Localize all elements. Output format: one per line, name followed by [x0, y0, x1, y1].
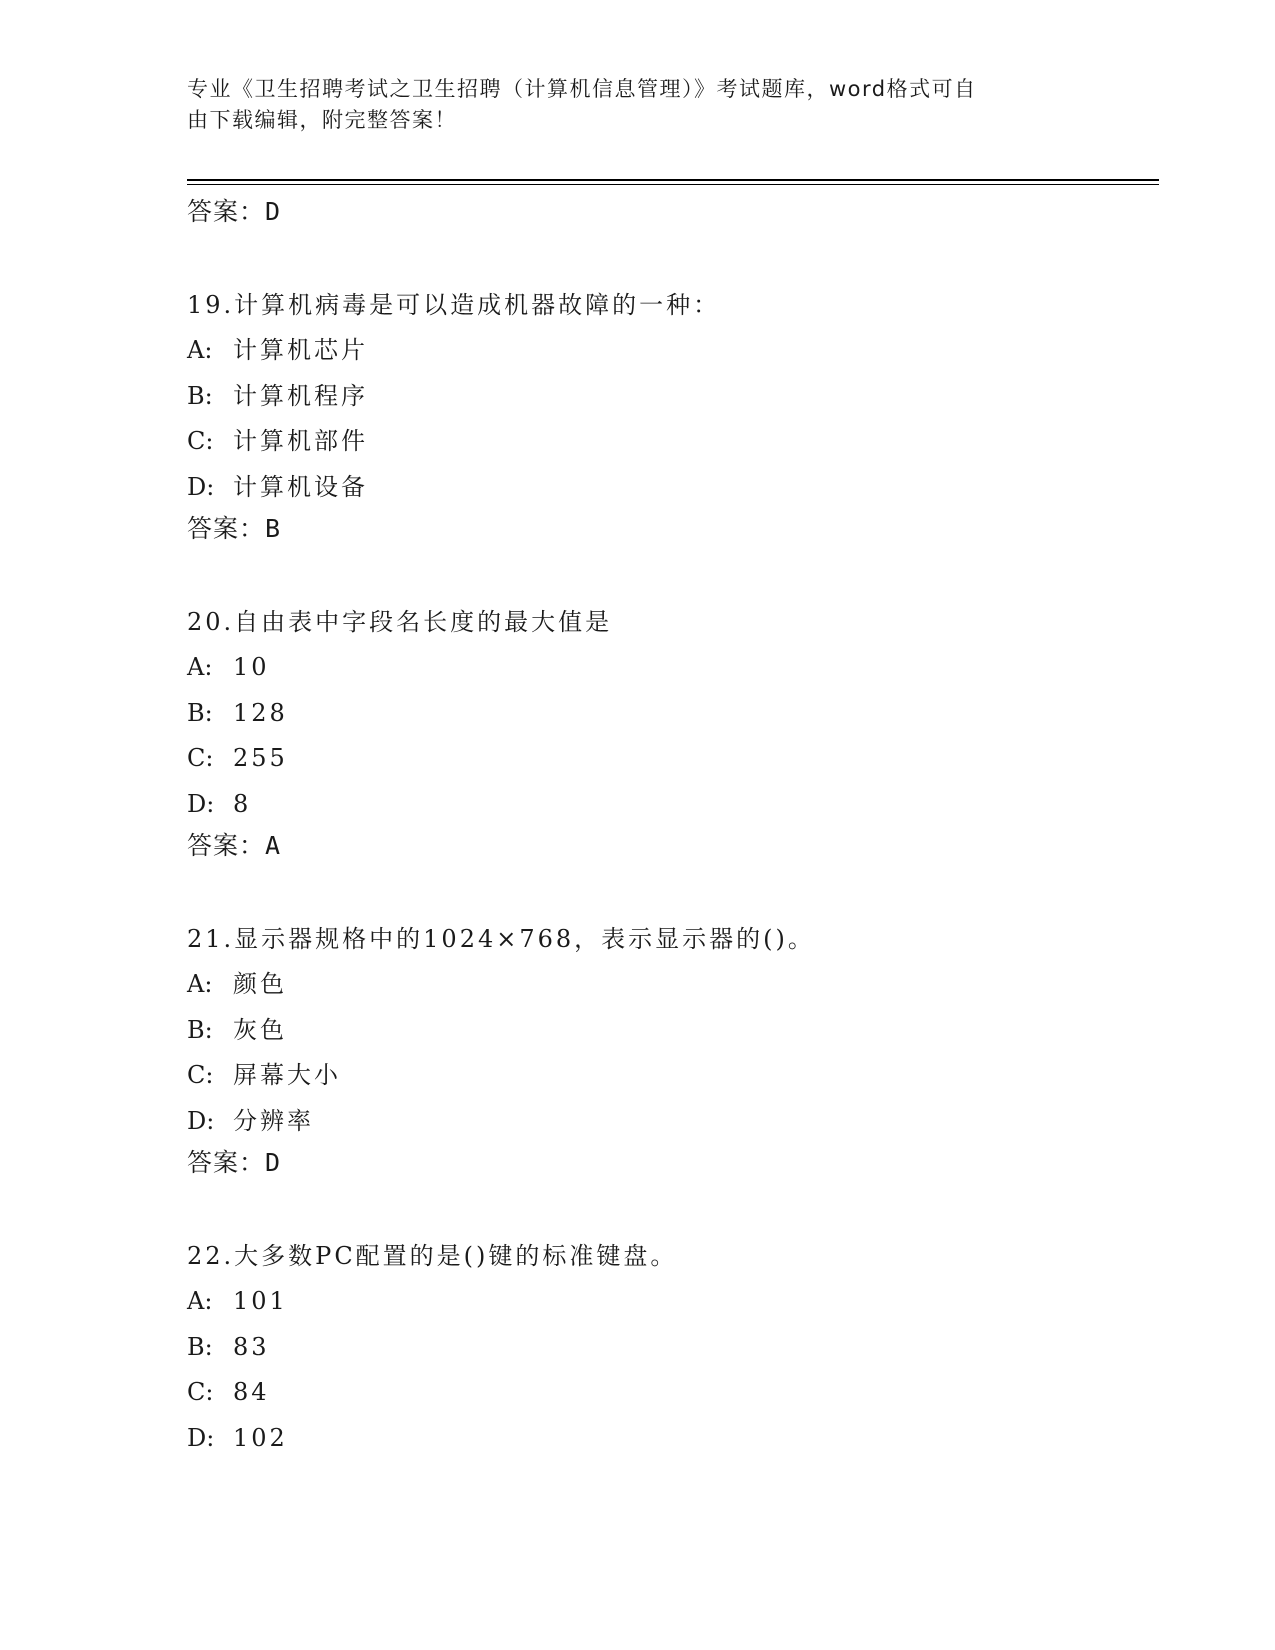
answer-value: A: [265, 831, 282, 860]
document-header: [187, 74, 1087, 136]
option-a: [187, 328, 1147, 374]
option-label: C:: [187, 1378, 214, 1406]
header-line-1: 专业《卫生招聘考试之卫生招聘（计算机信息管理）》考试题库，word格式可自: [187, 77, 977, 101]
option-c: [187, 1370, 1147, 1416]
option-text: 102: [233, 1423, 288, 1452]
answer-line: [187, 510, 1147, 548]
question-21: [187, 917, 1147, 1182]
spacer: [187, 548, 1147, 600]
question-text: 19.计算机病毒是可以造成机器故障的一种：: [187, 291, 721, 319]
option-text: 255: [233, 744, 288, 772]
option-b: [187, 1008, 1147, 1054]
spacer: [187, 865, 1147, 917]
option-label: A:: [187, 1287, 213, 1315]
answer-prefix: 答案：: [187, 197, 266, 226]
header-divider-thin: [187, 184, 1159, 185]
option-label: D:: [187, 1423, 215, 1452]
option-d: [187, 1099, 1147, 1145]
spacer: [187, 231, 1147, 283]
option-c: [187, 419, 1147, 465]
option-d: [187, 1416, 1147, 1462]
option-text: 颜色: [233, 970, 287, 998]
option-text: 128: [233, 698, 288, 727]
option-label: B:: [187, 1015, 213, 1044]
answer-value: B: [265, 514, 282, 543]
option-text: 计算机设备: [233, 472, 368, 501]
option-c: [187, 736, 1147, 782]
option-label: A:: [187, 970, 213, 998]
option-label: C:: [187, 744, 214, 772]
answer-value: D: [265, 1148, 282, 1177]
option-b: [187, 374, 1147, 420]
option-text: 计算机程序: [233, 381, 368, 410]
question-list: [187, 193, 1147, 1461]
option-text: 屏幕大小: [233, 1061, 341, 1089]
question-22: [187, 1234, 1147, 1461]
option-a: [187, 645, 1147, 691]
question-text: 20.自由表中字段名长度的最大值是: [187, 608, 613, 636]
option-text: 灰色: [233, 1015, 287, 1044]
spacer: [187, 1182, 1147, 1234]
option-c: [187, 1053, 1147, 1099]
option-label: B:: [187, 698, 213, 727]
option-label: B:: [187, 1332, 213, 1361]
answer-line: [187, 827, 1147, 865]
option-text: 分辨率: [233, 1106, 314, 1135]
option-text: 计算机部件: [233, 427, 368, 455]
answer-line: [187, 1144, 1147, 1182]
option-label: A:: [187, 336, 213, 364]
option-label: C:: [187, 1061, 214, 1089]
option-label: A:: [187, 653, 213, 681]
answer-prefix: 答案：: [187, 1148, 266, 1177]
option-b: [187, 691, 1147, 737]
option-text: 10: [233, 653, 270, 681]
question-text: 21.显示器规格中的1024×768，表示显示器的()。: [187, 925, 815, 953]
option-text: 83: [233, 1332, 270, 1361]
option-a: [187, 1279, 1147, 1325]
header-line-2: 由下载编辑，附完整答案！: [187, 108, 457, 132]
answer-line: [187, 193, 1147, 231]
answer-prefix: 答案：: [187, 831, 266, 860]
question-20: [187, 600, 1147, 865]
question-19: [187, 283, 1147, 548]
option-label: C:: [187, 427, 214, 455]
answer-value: D: [265, 197, 282, 226]
option-text: 计算机芯片: [233, 336, 368, 364]
option-d: [187, 782, 1147, 828]
option-text: 101: [233, 1287, 288, 1315]
option-label: D:: [187, 472, 215, 501]
option-label: D:: [187, 1106, 215, 1135]
option-a: [187, 962, 1147, 1008]
answer-prefix: 答案：: [187, 514, 266, 543]
option-b: [187, 1325, 1147, 1371]
option-text: 8: [233, 789, 252, 818]
option-label: B:: [187, 381, 213, 410]
option-text: 84: [233, 1378, 270, 1406]
option-d: [187, 465, 1147, 511]
header-divider-thick: [187, 179, 1159, 181]
option-label: D:: [187, 789, 215, 818]
question-text: 22.大多数PC配置的是()键的标准键盘。: [187, 1242, 678, 1270]
